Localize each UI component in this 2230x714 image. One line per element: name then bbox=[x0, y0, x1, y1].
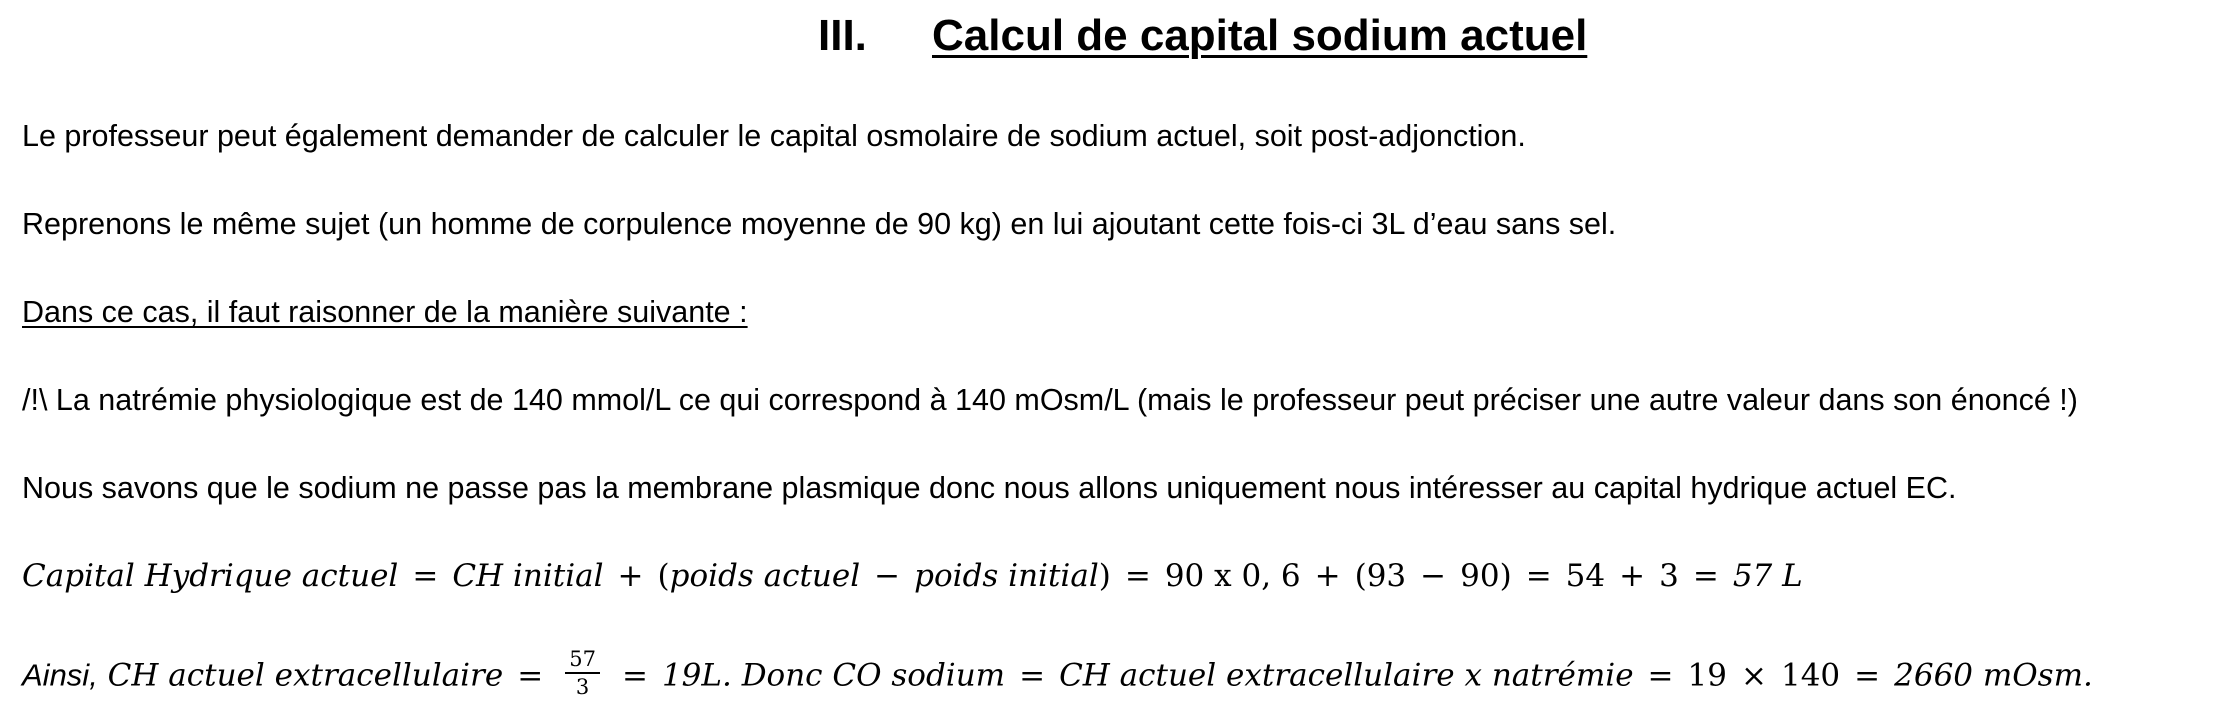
formula-co-sodium bbox=[22, 647, 2093, 704]
formula1-poids-initial: poids initial bbox=[914, 558, 1099, 594]
formula1-calc-1: 90 x 0, 6 bbox=[1164, 558, 1301, 594]
formula2-equals: = bbox=[517, 657, 544, 694]
fraction-numerator: 57 bbox=[565, 646, 600, 674]
formula1-plus-2: + bbox=[1314, 558, 1341, 594]
paragraph-sodium-membrane: Nous savons que le sodium ne passe pas la membrane plasmique donc nous allons uniquement nous intéresser au capital hydrique actuel EC. bbox=[22, 471, 1957, 505]
formula2-equals-3: = bbox=[1019, 657, 1046, 694]
formula2-result-1: 19L. bbox=[661, 657, 732, 694]
formula2-natremie: x natrémie bbox=[1464, 657, 1634, 694]
formula1-paren-close: ) bbox=[1098, 558, 1111, 594]
formula2-calc-1: 19 bbox=[1687, 657, 1727, 694]
formula1-plus-3: + bbox=[1619, 558, 1646, 594]
formula2-prefix: Ainsi, bbox=[22, 657, 98, 693]
formula2-lhs: CH actuel extracellulaire bbox=[107, 657, 504, 694]
formula1-ch-initial: CH initial bbox=[452, 558, 604, 594]
formula2-equals-2: = bbox=[621, 657, 648, 694]
formula2-times: × bbox=[1740, 657, 1767, 694]
formula1-calc-4: 54 bbox=[1565, 558, 1606, 594]
formula1-poids-actuel: poids actuel bbox=[669, 558, 861, 594]
formula2-result-2: 2660 mOsm. bbox=[1894, 657, 2093, 694]
formula1-plus: + bbox=[617, 558, 644, 594]
formula1-result: 57 L bbox=[1732, 558, 1803, 594]
paragraph-warning: /!\ La natrémie physiologique est de 140 mmol/L ce qui correspond à 140 mOsm/L (mais le professeur peut préciser une autre valeur dans son énoncé !) bbox=[22, 383, 2078, 417]
formula2-calc-2: 140 bbox=[1780, 657, 1841, 694]
formula-capital-hydrique bbox=[22, 556, 1803, 596]
paragraph-method-heading: Dans ce cas, il faut raisonner de la manière suivante : bbox=[22, 295, 748, 329]
section-heading bbox=[818, 8, 1587, 64]
formula1-paren-open: ( bbox=[657, 558, 670, 594]
formula2-equals-4: = bbox=[1647, 657, 1674, 694]
formula1-equals-2: = bbox=[1124, 558, 1151, 594]
paragraph-subject: Reprenons le même sujet (un homme de corpulence moyenne de 90 kg) en lui ajoutant cette fois-ci 3L d’eau sans sel. bbox=[22, 207, 1617, 241]
formula2-equals-5: = bbox=[1854, 657, 1881, 694]
formula2-co-sodium: Donc CO sodium bbox=[741, 657, 1006, 694]
formula1-lhs: Capital Hydrique actuel bbox=[22, 558, 399, 594]
paragraph-intro: Le professeur peut également demander de calculer le capital osmolaire de sodium actuel, soit post-adjonction. bbox=[22, 119, 1526, 153]
formula2-fraction bbox=[565, 646, 600, 700]
section-title: Calcul de capital sodium actuel bbox=[932, 11, 1588, 60]
formula1-minus: − bbox=[874, 558, 901, 594]
formula1-calc-3: 90) bbox=[1460, 558, 1512, 594]
formula1-minus-2: − bbox=[1420, 558, 1447, 594]
formula1-equals: = bbox=[412, 558, 439, 594]
formula1-calc-2: (93 bbox=[1354, 558, 1407, 594]
formula1-equals-3: = bbox=[1525, 558, 1552, 594]
section-number: III. bbox=[818, 11, 867, 60]
formula1-calc-5: 3 bbox=[1659, 558, 1679, 594]
formula2-ch-actuel: CH actuel extracellulaire bbox=[1059, 657, 1455, 694]
fraction-denominator: 3 bbox=[575, 675, 590, 699]
formula1-equals-4: = bbox=[1692, 558, 1719, 594]
